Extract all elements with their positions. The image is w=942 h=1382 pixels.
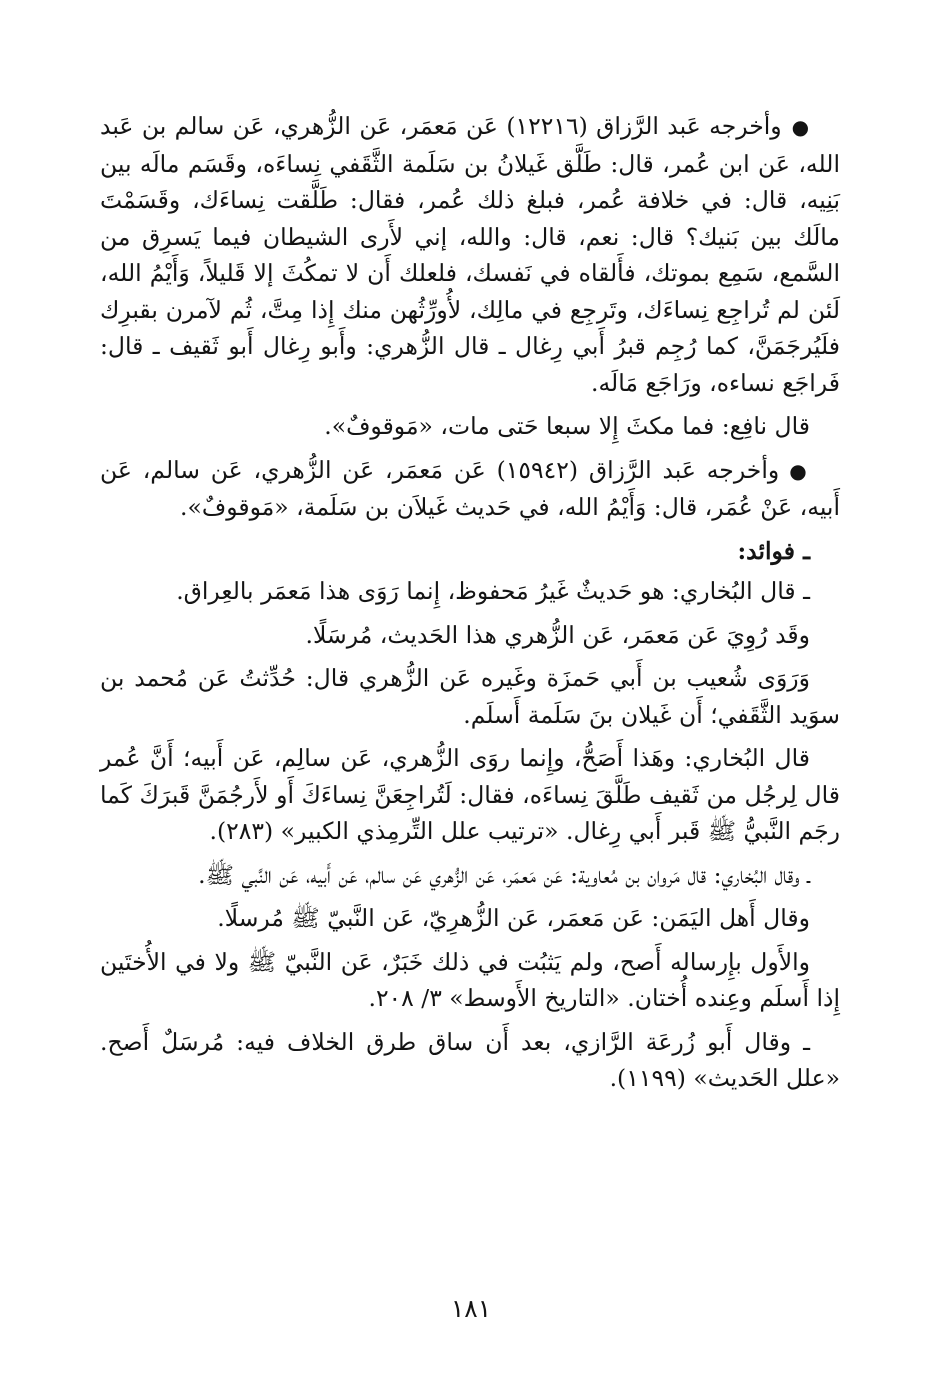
paragraph: ـ وقال أَبو زُرعَة الرَّازي، بعد أَن ساق طرق الخلاف فيه: مُرسَلٌ أَصح. «علل الحَديث» (١١٩٩). — [100, 1027, 840, 1092]
paragraph-text: وأخرجه عَبد الرَّزاق (١٢٢١٦) عَن مَعمَر، عَن الزُّهري، عَن سالم بن عَبد الله، عَن ابن عُمر، قال: طَلَّق غَيلانُ بن سَلَمة الثَّقَفي نِساءَه، وقَسَم مالَه بين بَنِيه، قال: في خلافة عُمر، فبلغ ذلك عُمر، فقال: طَلَّقت نِساءَك، وقَسَمْتَ مالَك بين بَنيك؟ قال: نعم، قال: والله، إني لأَرى الشيطان فيما يَسرِق من السَّمع، سَمِع بموتك، فأَلقاه في نَفسك، فلعلك أَن لا تمكُثَ إلا قَليلاً، وَأَيْمُ الله، لَئن لم تُراجِع نِساءَك، وتَرجِع في مالِك، لأُورِّثُهن منك إِذا مِتَّ، ثُم لآمرن بقبرِك فلَيُرجَمَنَّ، كما رُجِم قبرُ أَبي رِغال ـ قال الزُّهري: وأَبو رِغال أَبو ثَقيف ـ قال: فَراجَع نساءه، ورَاجَع مَالَه. — [100, 112, 840, 397]
paragraph: وَرَوَى شُعيب بن أَبي حَمزَة وغَيره عَن الزُّهري قال: حُدِّثتُ عَن مُحمد بن سوَيد الثَّقَفي؛ أَن غَيلان بنَ سَلَمة أَسلَم. — [100, 664, 840, 729]
bullet-marker: ● — [789, 458, 810, 483]
section-heading: ـ فوائد: — [737, 536, 810, 565]
paragraph: ـ قال البُخاري: هو حَديثٌ غَيرُ مَحفوظ، إِنما رَوَى هذا مَعمَر بالعِراق. — [176, 577, 810, 605]
bullet-paragraph — [100, 108, 840, 401]
paragraph: والأَول بإِرساله أَصح، ولم يَثبُت في ذلك خَبَرٌ، عَن النَّبيّ ﷺ ولا في الأُختَين إِذا أَسلَم وعِنده أُختان. «التاريخ الأَوسط» ٣/ ٢٠٨. — [100, 947, 840, 1012]
paragraph: ـ وقال البُخاري: قال مَروان بن مُعاوية: عَن مَعمَر، عَن الزُّهري عَن سالم، عَن أَبيه، عَن النَّبي ﷺ. — [198, 860, 810, 889]
paragraph: وقَد رُوِيَ عَن مَعمَر، عَن الزُّهري هذا الحَديث، مُرسَلًا. — [305, 620, 810, 649]
bullet-marker: ● — [791, 115, 810, 139]
paragraph: قال نافِع: فما مكثَ إِلا سبعا حَتى مات، «مَوقوفٌ». — [324, 412, 810, 440]
paragraph: وقال أَهل اليَمَن: عَن مَعمَر، عَن الزُّهرِيّ، عَن النَّبيّ ﷺ مُرسلًا. — [217, 904, 810, 932]
bullet-paragraph — [100, 452, 840, 526]
page-body — [100, 108, 840, 1104]
paragraph: قال البُخاري: وهَذا أَصَحُّ، وإِنما روَى الزُّهري، عَن سالِم، عَن أَبيه؛ أَنَّ عُمر قال لِرجُل من ثَقيف طَلَّقَ نِساءَه، فقال: لَتُراجِعَنَّ نِساءَكَ أَو لأَرجُمَنَّ قَبرَكَ كَما رجَم النَّبيُّ ﷺ قَبر أَبي رِغال. «ترتيب علل التِّرمِذي الكبير» (٢٨٣). — [100, 744, 840, 845]
paragraph-text: وأخرجه عَبد الرَّزاق (١٥٩٤٢) عَن مَعمَر، عَن الزُّهري، عَن سالم، عَن أَبيه، عَنْ عُمَر، قال: وَأَيْمُ الله، في حَديث غَيلاَن بن سَلَمة، «مَوقوفٌ». — [100, 455, 840, 521]
page-number: ١٨١ — [450, 1294, 492, 1323]
